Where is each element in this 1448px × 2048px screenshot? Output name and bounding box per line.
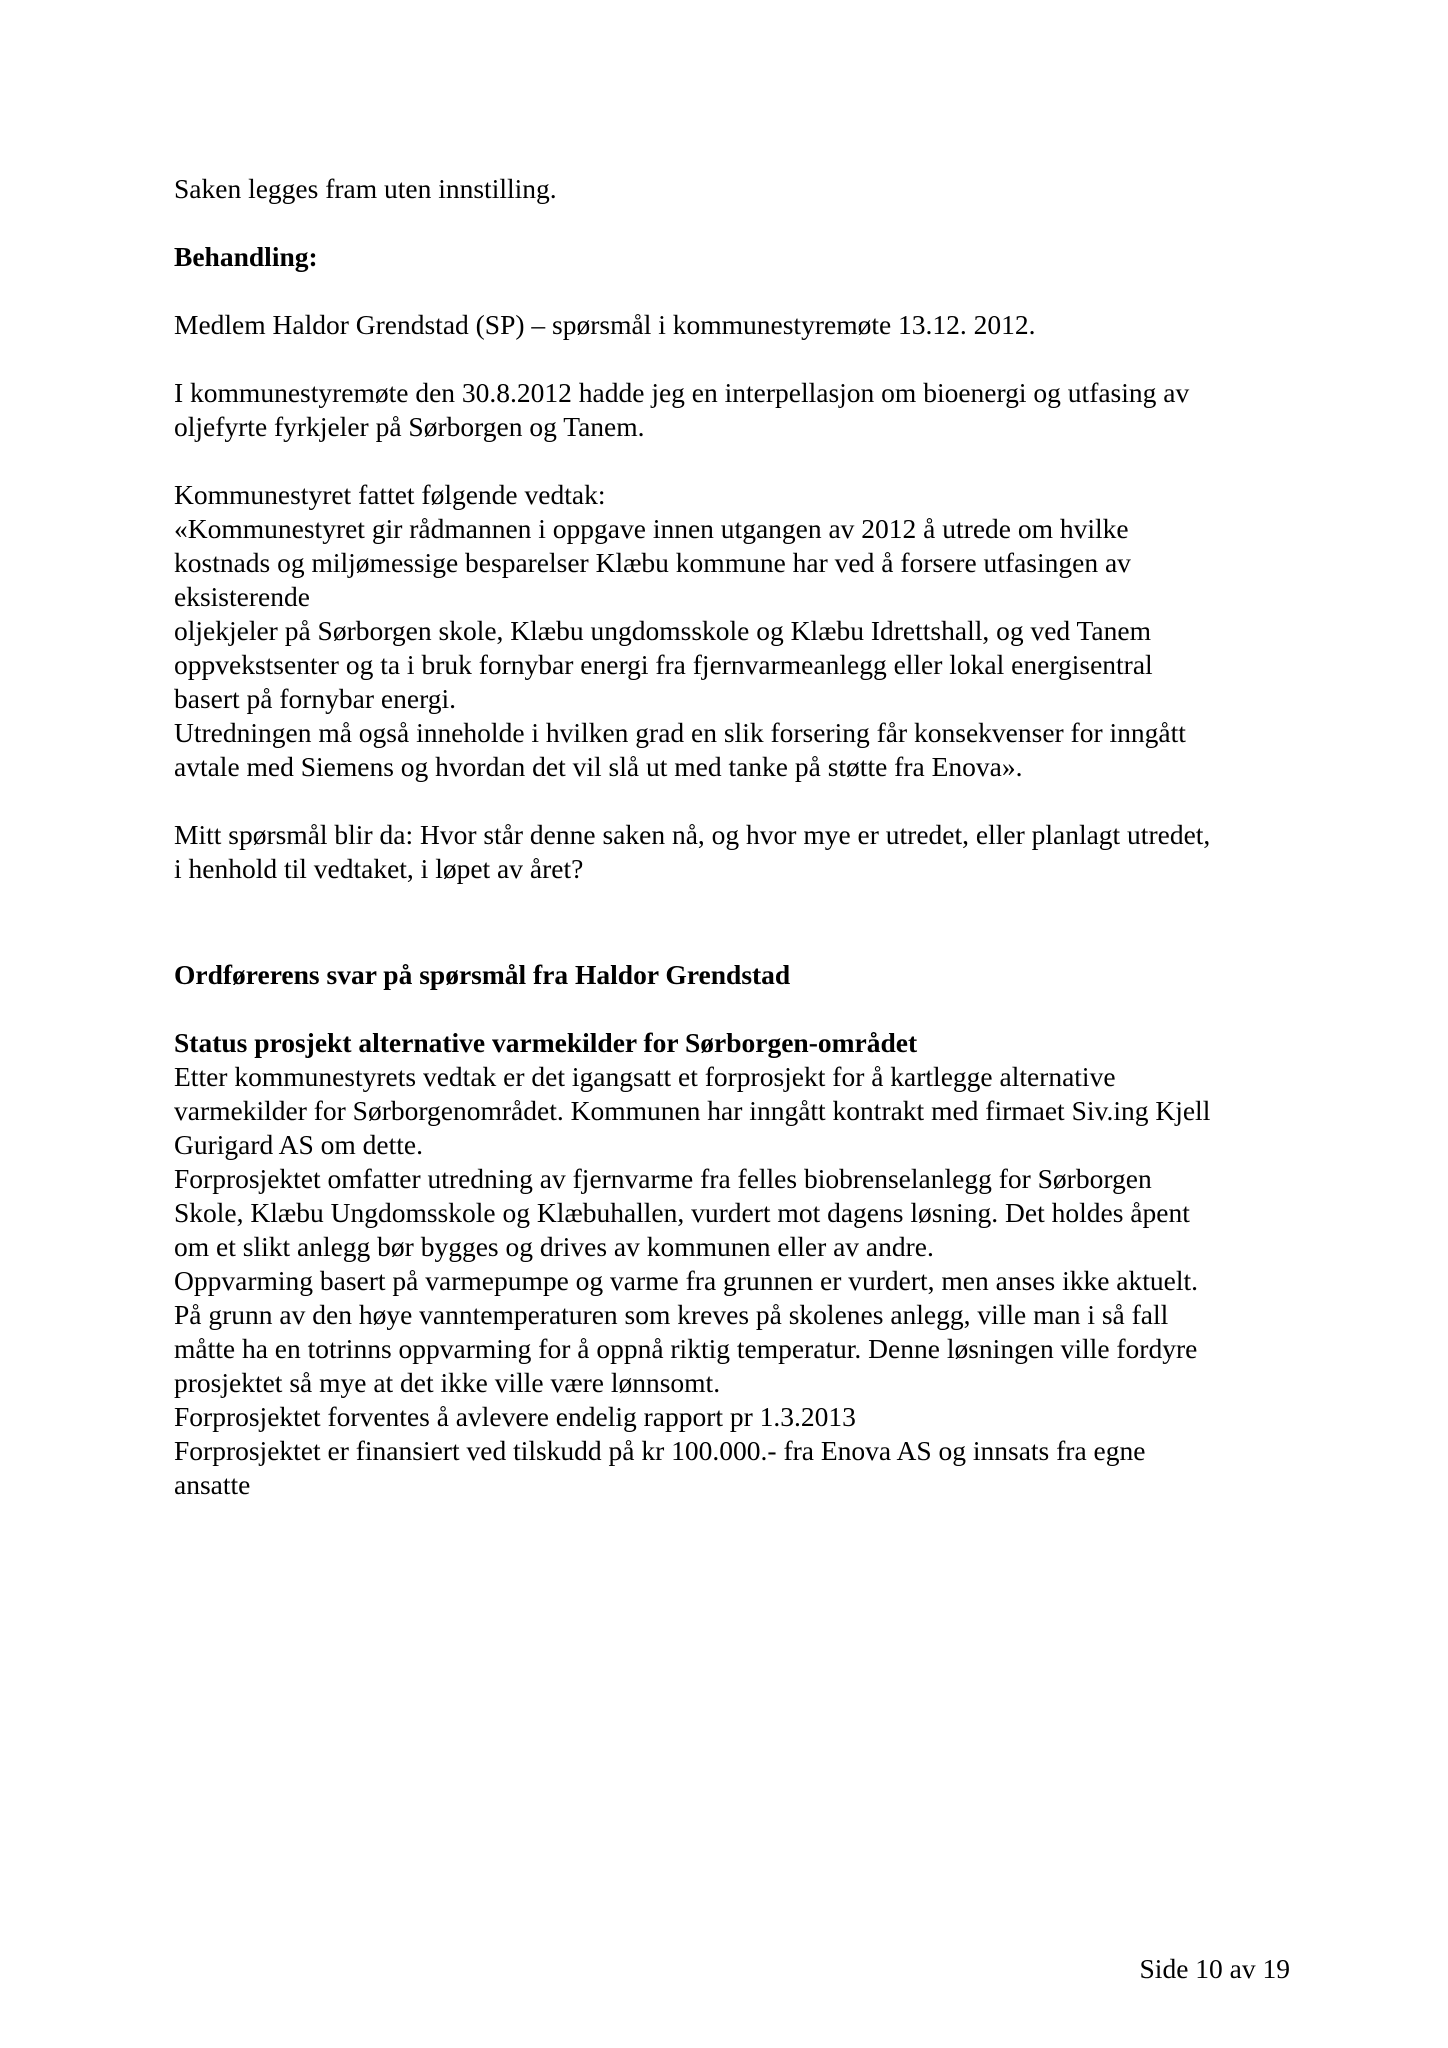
sporsmal-paragraph <box>174 818 1304 886</box>
paragraph-line: måtte ha en totrinns oppvarming for å oppnå riktig temperatur. Denne løsningen ville fordyre <box>174 1333 1198 1364</box>
paragraph-line: i henhold til vedtaket, i løpet av året? <box>174 853 584 884</box>
paragraph-line: Etter kommunestyrets vedtak er det igangsatt et forprosjekt for å kartlegge alternative <box>174 1061 1116 1092</box>
intro-text: Saken legges fram uten innstilling. <box>174 173 557 204</box>
paragraph-line: oppvekstsenter og ta i bruk fornybar energi fra fjernvarmeanlegg eller lokal energisentral <box>174 649 1153 680</box>
page-number: Side 10 av 19 <box>1139 1953 1290 1984</box>
paragraph-line: Kommunestyret fattet følgende vedtak: <box>174 479 606 510</box>
paragraph-line: avtale med Siemens og hvordan det vil slå ut med tanke på støtte fra Enova». <box>174 751 1023 782</box>
paragraph-line: varmekilder for Sørborgenområdet. Kommunen har inngått kontrakt med firmaet Siv.ing Kjell <box>174 1095 1211 1126</box>
paragraph-line: kostnads og miljømessige besparelser Klæbu kommune har ved å forsere utfasingen av <box>174 547 1131 578</box>
paragraph-line: På grunn av den høye vanntemperaturen som kreves på skolenes anlegg, ville man i så fall <box>174 1299 1169 1330</box>
paragraph-line: ansatte <box>174 1469 251 1500</box>
paragraph-line: prosjektet så mye at det ikke ville være lønnsomt. <box>174 1367 721 1398</box>
paragraph-line: om et slikt anlegg bør bygges og drives av kommunen eller av andre. <box>174 1231 934 1262</box>
document-body <box>174 172 1304 1502</box>
paragraph-line: I kommunestyremøte den 30.8.2012 hadde jeg en interpellasjon om bioenergi og utfasing av <box>174 377 1190 408</box>
paragraph-line: oljefyrte fyrkjeler på Sørborgen og Tanem. <box>174 411 645 442</box>
answer-heading: Ordførerens svar på spørsmål fra Haldor Grendstad <box>174 959 791 990</box>
paragraph-line: Skole, Klæbu Ungdomsskole og Klæbuhallen, vurdert mot dagens løsning. Det holdes åpent <box>174 1197 1190 1228</box>
paragraph-line: Forprosjektet forventes å avlevere endelig rapport pr 1.3.2013 <box>174 1401 856 1432</box>
paragraph-line: Forprosjektet omfatter utredning av fjernvarme fra felles biobrenselanlegg for Sørborgen <box>174 1163 1152 1194</box>
paragraph-line: Utredningen må også inneholde i hvilken grad en slik forsering får konsekvenser for inngått <box>174 717 1186 748</box>
status-heading: Status prosjekt alternative varmekilder for Sørborgen-området <box>174 1027 918 1058</box>
answer-body <box>174 1060 1304 1502</box>
paragraph-line: basert på fornybar energi. <box>174 683 457 714</box>
paragraph-line: Oppvarming basert på varmepumpe og varme fra grunnen er vurdert, men anses ikke aktuelt. <box>174 1265 1199 1296</box>
interpellation-paragraph <box>174 376 1304 444</box>
paragraph-line: Gurigard AS om dette. <box>174 1129 423 1160</box>
vedtak-paragraph <box>174 478 1304 784</box>
paragraph-line: oljekjeler på Sørborgen skole, Klæbu ungdomsskole og Klæbu Idrettshall, og ved Tanem <box>174 615 1151 646</box>
paragraph-line: eksisterende <box>174 581 310 612</box>
paragraph-line: «Kommunestyret gir rådmannen i oppgave innen utgangen av 2012 å utrede om hvilke <box>174 513 1129 544</box>
behandling-heading: Behandling: <box>174 241 318 272</box>
paragraph-line: Forprosjektet er finansiert ved tilskudd på kr 100.000.- fra Enova AS og innsats fra egne <box>174 1435 1146 1466</box>
paragraph-line: Mitt spørsmål blir da: Hvor står denne saken nå, og hvor mye er utredet, eller planlagt utredet, <box>174 819 1211 850</box>
question-header-line: Medlem Haldor Grendstad (SP) – spørsmål i kommunestyremøte 13.12. 2012. <box>174 309 1036 340</box>
